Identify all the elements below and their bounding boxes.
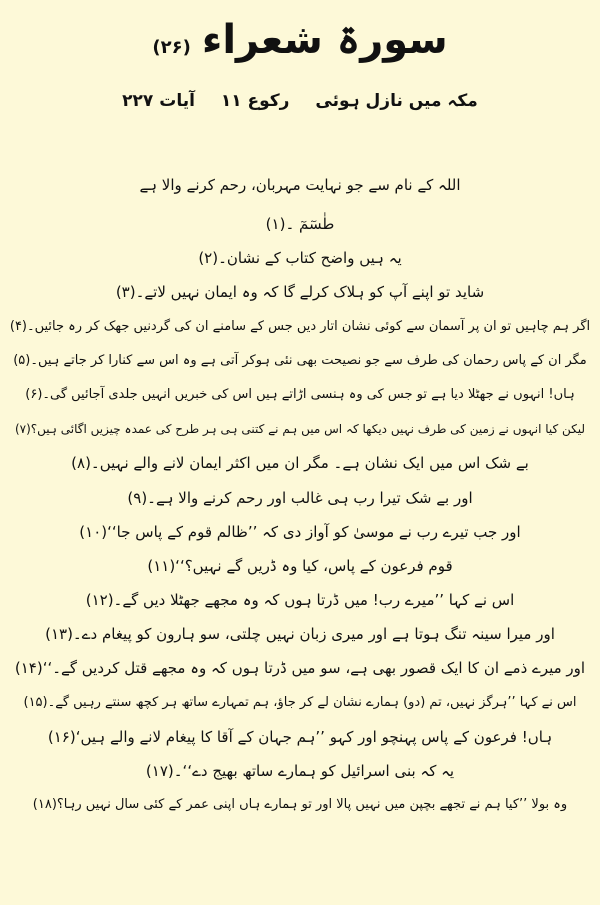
ruku-count: رکوع ۱۱ (220, 91, 290, 111)
surah-title: سورۃ شعراء (201, 17, 448, 63)
verse-15: اس نے کہا ’’ہرگز نہیں، تم (دو) ہمارے نشان لے کر جاؤ، ہم تمہارے ساتھ ہر کچھ سنتے رہیں گے۔(۱۵) (23, 694, 577, 710)
verse-list (6, 207, 594, 822)
verse-16: ہاں! فرعون کے پاس پہنچو اور کہو ’’ہم جہان کے آقا کا پیغام لانے والے ہیں‘(۱۶) (47, 727, 553, 746)
verse-4: اگر ہم چاہیں تو ان پر آسمان سے کوئی نشان اتار دیں جس کے سامنے ان کی گردنیں جھک کر رہ جائیں۔(۴) (9, 318, 591, 334)
verse-3: شاید تو اپنے آپ کو ہلاک کرلے گا کہ وہ ایمان نہیں لاتے۔(۳) (115, 283, 485, 302)
verse-5: مگر ان کے پاس رحمان کی طرف سے جو نصیحت بھی نئی ہوکر آتی ہے وہ اس سے کنارا کر جاتے ہیں۔(۵) (13, 352, 587, 368)
surah-number: (۲۶) (152, 37, 191, 58)
verse-6: ہاں! انہوں نے جھٹلا دیا ہے تو جس کی وہ ہنسی اڑاتے ہیں اس کی خبریں انہیں جلدی آجائیں گی۔(۶) (25, 386, 575, 402)
verse-10: اور جب تیرے رب نے موسیٰ کو آواز دی کہ ’’ظالم قوم کے پاس جا‘‘(۱۰) (79, 522, 521, 541)
verse-7: لیکن کیا انہوں نے زمین کی طرف نہیں دیکھا کہ اس میں ہم نے کتنی ہی ہر طرح کی عمدہ چیزیں اگائی ہیں؟(۷) (14, 422, 586, 437)
verse-18: وہ بولا ’’کیا ہم نے تجھے بچپن میں نہیں پالا اور تو ہمارے ہاں اپنی عمر کے کئی سال نہیں رہا؟(۱۸) (32, 797, 568, 813)
ayat-count: آیات ۲۲۷ (122, 91, 195, 111)
revelation-place: مکہ میں نازل ہوئی (315, 91, 478, 111)
verse-17: یہ کہ بنی اسرائیل کو ہمارے ساتھ بھیج دے‘‘۔(۱۷) (145, 762, 455, 780)
verse-2: یہ ہیں واضح کتاب کے نشان۔(۲) (198, 249, 402, 268)
verse-12: اس نے کہا ’’میرے رب! میں ڈرتا ہوں کہ وہ مجھے جھٹلا دیں گے۔(۱۲) (85, 591, 515, 610)
verse-14: اور میرے ذمے ان کا ایک قصور بھی ہے، سو میں ڈرتا ہوں کہ وہ مجھے قتل کردیں گے۔‘‘(۱۴) (14, 659, 586, 678)
surah-meta (0, 88, 600, 114)
verse-1: طٰسٓمٓ ۔(۱) (265, 215, 335, 233)
surah-title-block (0, 12, 600, 68)
verse-9: اور بے شک تیرا رب ہی غالب اور رحم کرنے والا ہے۔(۹) (127, 488, 473, 507)
verse-13: اور میرا سینہ تنگ ہوتا ہے اور میری زبان نہیں چلتی، سو ہارون کو پیغام دے۔(۱۳) (45, 625, 555, 644)
verse-8: بے شک اس میں ایک نشان ہے۔ مگر ان میں اکثر ایمان لانے والے نہیں۔(۸) (71, 454, 529, 473)
bismillah: اللہ کے نام سے جو نہایت مہربان، رحم کرنے والا ہے (139, 176, 461, 194)
verse-11: قوم فرعون کے پاس، کیا وہ ڈریں گے نہیں؟‘‘(۱۱) (147, 556, 453, 575)
